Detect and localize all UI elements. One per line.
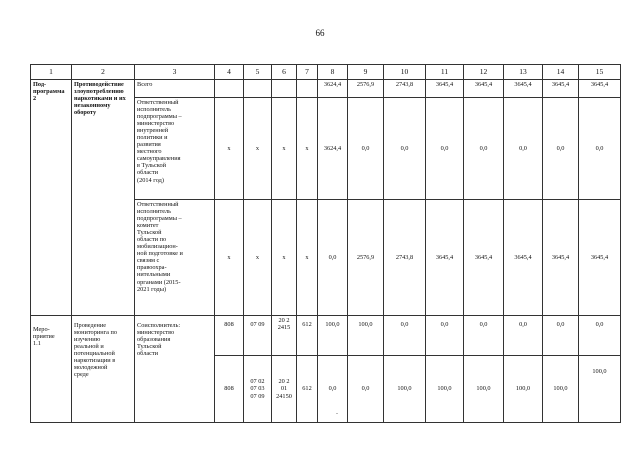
value-cell: 100,0 <box>426 356 464 423</box>
executor-label: Ответственный исполнитель подпрограммы – министерство внутренней политики и развития местного самоуправления в Тульской области (2014 год) <box>135 98 215 200</box>
value-cell: 0,0 <box>348 356 384 423</box>
column-number: 7 <box>297 65 318 80</box>
column-number: 3 <box>135 65 215 80</box>
value-cell: 0,0 <box>384 316 426 356</box>
column-number: 14 <box>543 65 579 80</box>
code-cell: 808 <box>215 356 244 423</box>
column-number: 2 <box>72 65 135 80</box>
column-number: 6 <box>272 65 297 80</box>
column-number: 1 <box>31 65 72 80</box>
value-cell: 100,0 <box>579 356 621 423</box>
total-value: 3645,4 <box>426 80 464 98</box>
value-cell: 100,0 <box>543 356 579 423</box>
code-cell: x <box>244 98 272 200</box>
value-cell: 3645,4 <box>579 200 621 316</box>
value-cell: 0,0 <box>579 98 621 200</box>
total-value: 3645,4 <box>504 80 543 98</box>
value-cell: 3645,4 <box>504 200 543 316</box>
scan-speck <box>336 413 338 414</box>
table-row-activity-1 <box>31 316 621 356</box>
value-cell: 100,0 <box>384 356 426 423</box>
activity-name: Проведение мониторинга по изучению реальной и потенциальной наркотизации в молодежной среде <box>72 316 135 423</box>
value-cell: 0,0 <box>504 98 543 200</box>
value-cell: 2743,8 <box>384 200 426 316</box>
program-name: Противодействие злоупотреблению наркотиками и их незаконному обороту <box>72 80 135 316</box>
code-cell: 612 <box>297 316 318 356</box>
total-value: 2743,8 <box>384 80 426 98</box>
code-cell: x <box>297 98 318 200</box>
value-cell: 100,0 <box>318 316 348 356</box>
value-cell: 0,0 <box>464 316 504 356</box>
value-cell: 3645,4 <box>426 200 464 316</box>
value-cell: 100,0 <box>504 356 543 423</box>
column-number: 15 <box>579 65 621 80</box>
value-cell: 0,0 <box>464 98 504 200</box>
total-value: 3624,4 <box>318 80 348 98</box>
value-cell: 0,0 <box>318 200 348 316</box>
code-cell: x <box>272 200 297 316</box>
value-cell: 0,0 <box>543 316 579 356</box>
value-cell: 0,0 <box>543 98 579 200</box>
value-cell: 0,0 <box>579 316 621 356</box>
value-cell: 0,0 <box>426 316 464 356</box>
total-value: 3645,4 <box>543 80 579 98</box>
total-value: 3645,4 <box>464 80 504 98</box>
value-cell: 0,0 <box>318 356 348 423</box>
code-cell: x <box>215 200 244 316</box>
table-row-total <box>31 80 621 98</box>
program-code: Под- программа 2 <box>31 80 72 316</box>
column-number: 8 <box>318 65 348 80</box>
column-number: 13 <box>504 65 543 80</box>
column-number: 12 <box>464 65 504 80</box>
value-cell: 100,0 <box>348 316 384 356</box>
code-cell: 20 2 2415 <box>272 316 297 356</box>
column-number-row <box>31 65 621 80</box>
value-cell: 0,0 <box>384 98 426 200</box>
executor-label: Ответственный исполнитель подпрограммы – комитет Тульской области по мобилизацион- ной подготовке и связям с правоохра- нительными органами (2015- 2021 годы) <box>135 200 215 316</box>
value-cell: 3645,4 <box>464 200 504 316</box>
code-cell: x <box>297 200 318 316</box>
column-number: 9 <box>348 65 384 80</box>
total-value: 2576,9 <box>348 80 384 98</box>
code-cell: 612 <box>297 356 318 423</box>
code-cell: 808 <box>215 316 244 356</box>
total-label: Всего <box>135 80 215 98</box>
budget-table <box>30 64 621 423</box>
column-number: 4 <box>215 65 244 80</box>
code-cell: x <box>215 98 244 200</box>
code-cell: x <box>272 98 297 200</box>
code-cell: 20 2 01 24150 <box>272 356 297 423</box>
code-cell: 07 09 <box>244 316 272 356</box>
value-cell: 100,0 <box>464 356 504 423</box>
column-number: 10 <box>384 65 426 80</box>
value-cell: 3624,4 <box>318 98 348 200</box>
total-value: 3645,4 <box>579 80 621 98</box>
column-number: 5 <box>244 65 272 80</box>
value-cell: 3645,4 <box>543 200 579 316</box>
code-cell: x <box>244 200 272 316</box>
code-cell: 07 02 07 03 07 09 <box>244 356 272 423</box>
value-cell: 0,0 <box>504 316 543 356</box>
value-cell: 2576,9 <box>348 200 384 316</box>
value-cell: 0,0 <box>426 98 464 200</box>
page-number: 66 <box>315 28 325 38</box>
activity-code: Меро- приятие 1.1 <box>31 316 72 423</box>
column-number: 11 <box>426 65 464 80</box>
value-cell: 0,0 <box>348 98 384 200</box>
activity-executor: Соисполнитель: министерство образования Тульской области <box>135 316 215 423</box>
